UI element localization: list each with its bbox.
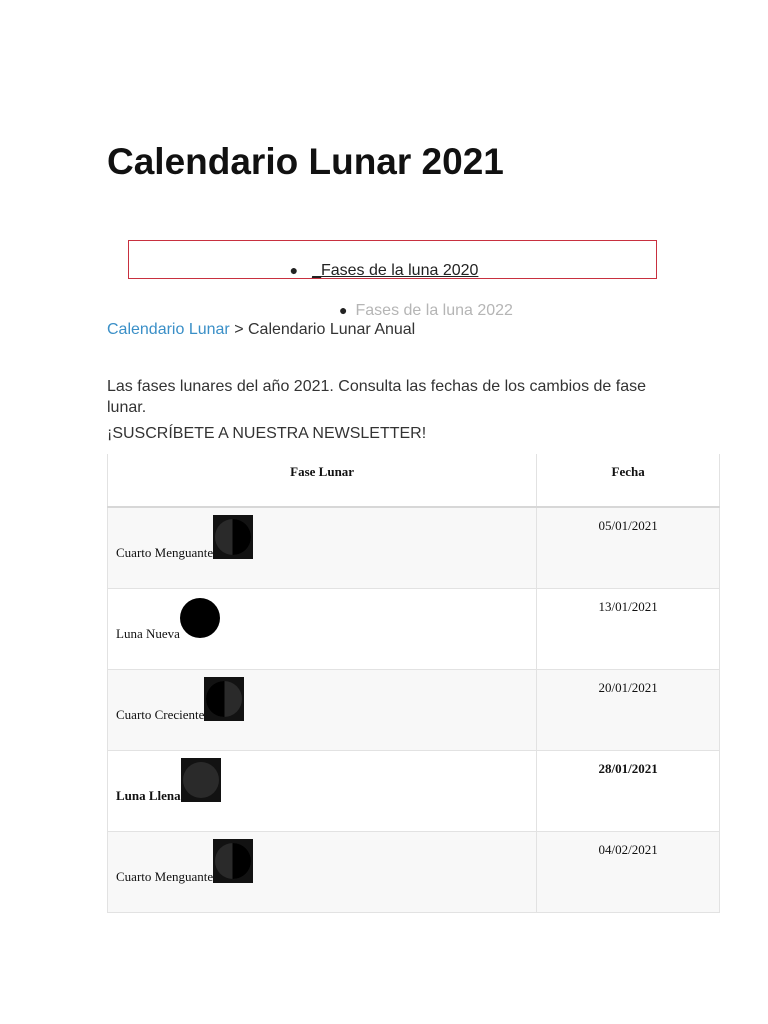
full-moon-icon (181, 758, 221, 802)
phase-cell (108, 831, 537, 912)
date-cell: 28/01/2021 (537, 750, 720, 831)
phase-cell (108, 750, 537, 831)
phase-name: Cuarto Creciente (116, 706, 205, 722)
breadcrumb (107, 320, 415, 340)
phase-name: Cuarto Menguante (116, 545, 214, 560)
link-fases-2020[interactable]: _Fases de la luna 2020 (312, 262, 479, 279)
table-row (108, 831, 720, 912)
link-fases-2022[interactable]: Fases de la luna 2022 (355, 302, 513, 319)
phase-name-wrapper (116, 707, 204, 723)
table-row (108, 669, 720, 750)
waning-quarter-moon-icon (213, 839, 253, 883)
new-moon-icon (180, 596, 220, 640)
phase-cell (108, 669, 537, 750)
related-list-2020 (0, 260, 768, 281)
list-item (0, 260, 768, 281)
table-row (108, 750, 720, 831)
phase-cell (108, 507, 537, 588)
phase-name: Luna Nueva (116, 625, 180, 641)
column-header-phase: Fase Lunar (108, 454, 537, 507)
table-row (108, 507, 720, 588)
newsletter-link[interactable]: ¡SUSCRÍBETE A NUESTRA NEWSLETTER! (107, 425, 427, 442)
table-header-row (108, 454, 720, 507)
phase-name: Luna Llena (116, 787, 181, 803)
page-title: Calendario Lunar 2021 (107, 141, 504, 182)
phase-name-wrapper (116, 626, 180, 642)
breadcrumb-current: Calendario Lunar Anual (248, 321, 416, 338)
bullet-icon: ● (339, 302, 348, 318)
date-cell: 20/01/2021 (537, 669, 720, 750)
related-list-2022 (0, 300, 768, 321)
waning-quarter-moon-icon (213, 515, 253, 559)
list-item (42, 300, 768, 321)
date-cell: 13/01/2021 (537, 588, 720, 669)
date-cell: 04/02/2021 (537, 831, 720, 912)
phase-name: Cuarto Menguante (116, 868, 214, 884)
phase-name-wrapper (116, 545, 213, 561)
bullet-icon: ● (289, 262, 299, 278)
date-cell: 05/01/2021 (537, 507, 720, 588)
waxing-quarter-moon-icon (204, 677, 244, 721)
phase-name-wrapper (116, 788, 181, 804)
column-header-date: Fecha (537, 454, 720, 507)
phase-name-wrapper (116, 869, 213, 885)
moon-phases-table (107, 454, 720, 913)
breadcrumb-home-link[interactable]: Calendario Lunar (107, 321, 230, 338)
breadcrumb-separator: > (234, 321, 244, 338)
phase-cell (108, 588, 537, 669)
table-row (108, 588, 720, 669)
intro-text: Las fases lunares del año 2021. Consulta las fechas de los cambios de fase lunar. (107, 378, 646, 416)
